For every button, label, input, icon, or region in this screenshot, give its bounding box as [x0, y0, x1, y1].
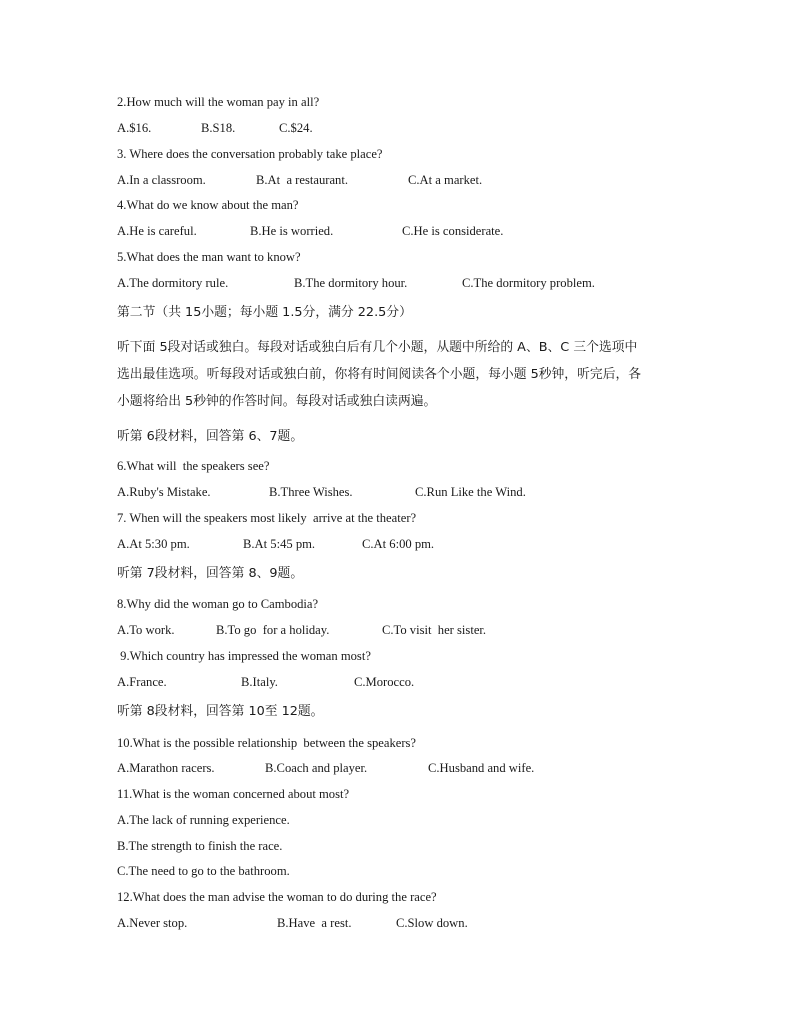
- question-7: 7. When will the speakers most likely arrive at the theater?: [117, 511, 417, 525]
- section-instructions-line-3: 小题将给出 5秒钟的作答时间。每段对话或独白读两遍。: [117, 394, 437, 409]
- option-b: B.Coach and player.: [265, 761, 368, 775]
- question-3-options: [117, 172, 717, 188]
- option-c: C.The need to go to the bathroom.: [117, 864, 290, 878]
- question-6: 6.What will the speakers see?: [117, 459, 270, 473]
- option-a: A.Ruby's Mistake.: [117, 485, 211, 499]
- option-a: A.Never stop.: [117, 916, 188, 930]
- option-b: B.To go for a holiday.: [216, 623, 330, 637]
- question-10: 10.What is the possible relationship between the speakers?: [117, 736, 417, 750]
- section-instructions-line-2: 选出最佳选项。听每段对话或独白前，你将有时间阅读各个小题，每小题 5秒钟，听完后，各: [117, 367, 642, 382]
- option-c: C.The dormitory problem.: [462, 276, 595, 290]
- option-b: B.Have a rest.: [277, 916, 352, 930]
- option-a: A.To work.: [117, 623, 175, 637]
- option-b: B.Italy.: [241, 675, 278, 689]
- option-c: C.Morocco.: [354, 675, 415, 689]
- option-b: B.At a restaurant.: [256, 173, 348, 187]
- question-4: 4.What do we know about the man?: [117, 198, 299, 212]
- material-6-heading: 听第 6段材料，回答第 6、7题。: [117, 429, 304, 444]
- option-c: C.At 6:00 pm.: [362, 537, 435, 551]
- option-a: A.Marathon racers.: [117, 761, 215, 775]
- option-a: A.At 5:30 pm.: [117, 537, 190, 551]
- question-8: 8.Why did the woman go to Cambodia?: [117, 597, 319, 611]
- option-c: C.$24.: [279, 121, 313, 135]
- question-10-options: [117, 760, 717, 776]
- option-c: C.Husband and wife.: [428, 761, 535, 775]
- material-7-heading: 听第 7段材料，回答第 8、9题。: [117, 566, 304, 581]
- option-b: B.S18.: [201, 121, 236, 135]
- option-c: C.Slow down.: [396, 916, 468, 930]
- question-7-options: [117, 536, 717, 552]
- question-9: 9.Which country has impressed the woman most?: [117, 649, 371, 663]
- material-8-heading: 听第 8段材料，回答第 10至 12题。: [117, 704, 324, 719]
- option-a: A.The dormitory rule.: [117, 276, 229, 290]
- option-b: B.At 5:45 pm.: [243, 537, 316, 551]
- option-c: C.At a market.: [408, 173, 483, 187]
- question-5-options: [117, 275, 717, 291]
- option-a: A.The lack of running experience.: [117, 813, 290, 827]
- question-12-options: [117, 915, 717, 931]
- question-6-options: [117, 484, 717, 500]
- option-a: A.France.: [117, 675, 167, 689]
- option-a: A.$16.: [117, 121, 152, 135]
- section-instructions-line-1: 听下面 5段对话或独白。每段对话或独白后有几个小题，从题中所给的 A、B、C 三个选项中: [117, 340, 638, 355]
- option-c: C.He is considerate.: [402, 224, 504, 238]
- section-title: 第二节（共 15小题；每小题 1.5分，满分 22.5分）: [117, 305, 412, 320]
- option-b: B.He is worried.: [250, 224, 334, 238]
- question-4-options: [117, 223, 717, 239]
- question-2: 2.How much will the woman pay in all?: [117, 95, 320, 109]
- option-b: B.The dormitory hour.: [294, 276, 408, 290]
- option-b: B.The strength to finish the race.: [117, 839, 283, 853]
- option-c: C.To visit her sister.: [382, 623, 487, 637]
- question-9-options: [117, 674, 717, 690]
- question-12: 12.What does the man advise the woman to do during the race?: [117, 890, 437, 904]
- question-5: 5.What does the man want to know?: [117, 250, 301, 264]
- question-3: 3. Where does the conversation probably take place?: [117, 147, 383, 161]
- option-a: A.He is careful.: [117, 224, 197, 238]
- question-8-options: [117, 622, 717, 638]
- option-b: B.Three Wishes.: [269, 485, 353, 499]
- question-2-options: [117, 120, 717, 136]
- question-11: 11.What is the woman concerned about most?: [117, 787, 350, 801]
- option-c: C.Run Like the Wind.: [415, 485, 526, 499]
- option-a: A.In a classroom.: [117, 173, 206, 187]
